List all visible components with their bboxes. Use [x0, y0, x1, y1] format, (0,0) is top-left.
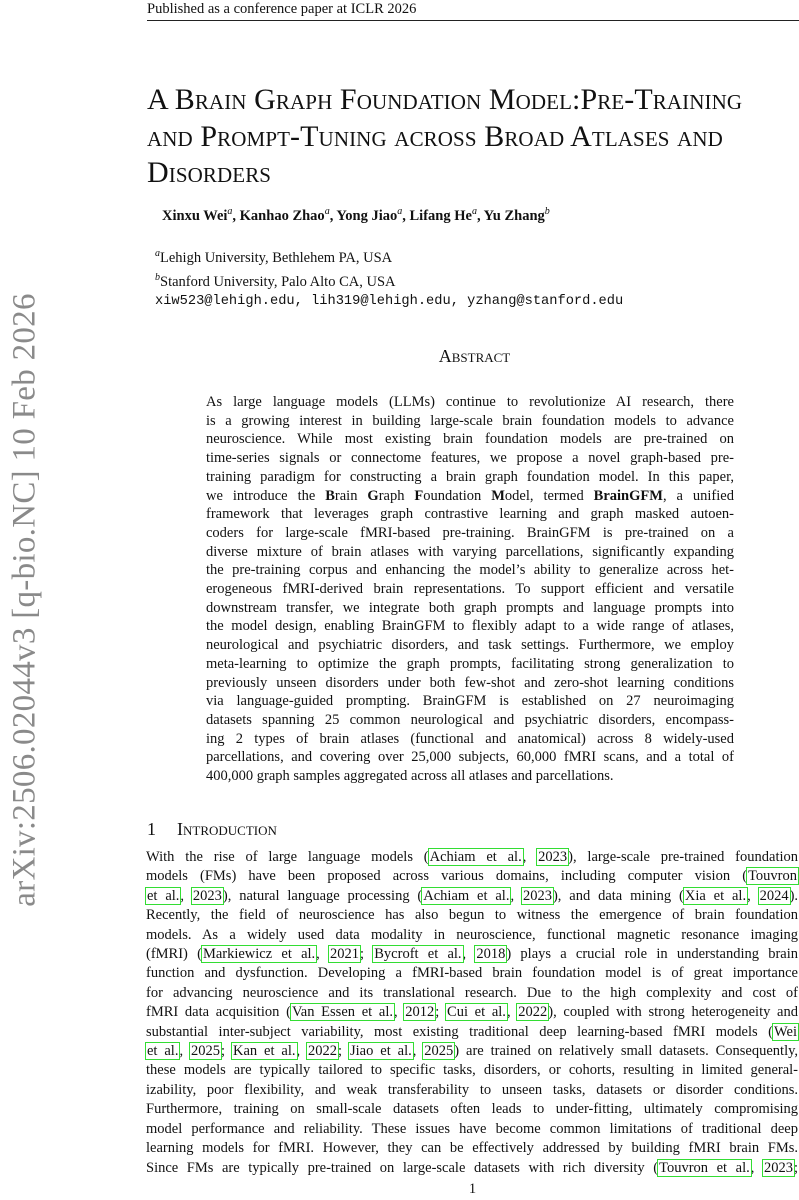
author-emails: xiw523@lehigh.edu, lih319@lehigh.edu, yzhang@stanford.edu	[155, 293, 624, 309]
paragraph-line	[146, 1159, 798, 1178]
text-run: models. As a widely used data modality in neuroscience, functional magnetic resonance imaging	[146, 926, 798, 943]
author: Yong Jiao$^a$	[336, 206, 403, 224]
author-list: Xinxu Wei$^a$, Kanhao Zhao$^a$, Yong Jiao$^a$, Lifang He$^a$, Yu Zhang$^b$	[162, 206, 550, 224]
paragraph-line	[146, 1081, 798, 1100]
text-run: ;	[360, 946, 374, 963]
abstract-line: 400,000 graph samples aggregated across all atlases and parcellations.	[206, 768, 614, 785]
paragraph-line	[146, 1023, 798, 1042]
citation-link[interactable]: 2021	[330, 946, 360, 963]
text-run: model performance and reliability. These issues have become common limitations of traditional deep	[146, 1120, 798, 1137]
citation-link[interactable]: Bycroft et al.	[374, 946, 462, 963]
text-run: ) are trained on relatively small datasets. Consequently,	[454, 1043, 799, 1060]
abstract-line: the pre-training corpus and enhancing the model’s ability to generalize across het-	[206, 562, 734, 579]
text-run: ;	[221, 1043, 232, 1060]
section-number: 1	[147, 819, 156, 839]
paragraph-line	[146, 1100, 798, 1119]
paragraph-line	[146, 1042, 798, 1061]
abstract-line: training paradigm for constructing a brain graph foundation model. In this paper,	[206, 468, 734, 485]
paper-title	[147, 82, 799, 192]
abstract-line: erogeneous fMRI-derived brain representations. To support efficient and versatile	[206, 581, 734, 598]
abstract-line: As large language models (LLMs) continue to revolutionize AI research, there	[206, 394, 734, 410]
introduction-body	[146, 848, 798, 1178]
text-run: Since FMs are typically pre-trained on large-scale datasets with rich diversity (	[146, 1159, 659, 1176]
abstract-line: framework that leverages graph contrastive learning and graph masked autoen-	[206, 506, 734, 523]
abstract-line: datasets spanning 25 common neurological and psychiatric disorders, encompass-	[206, 711, 734, 728]
running-header: Published as a conference paper at ICLR 2026	[147, 0, 799, 21]
paragraph-line	[146, 848, 798, 867]
text-run: ), coupled with strong heterogeneity and	[548, 1004, 798, 1021]
abstract-line: downstream transfer, we integrate both graph prompts and language prompts into	[206, 599, 734, 616]
text-run: ,	[180, 887, 192, 904]
affiliation: $^a$Lehigh University, Bethlehem PA, USA	[155, 248, 393, 266]
abstract-line: ing 2 types of brain atlases (functional and anatomical) across 8 widely-used	[206, 730, 734, 747]
text-run: Furthermore, training on small-scale datasets often leads to under-fitting, ultimately compromising	[146, 1101, 798, 1118]
abstract-line: parcellations, and covering over 25,000 subjects, 60,000 fMRI scans, and a total of	[206, 749, 734, 766]
text-run: ,	[296, 1043, 308, 1060]
text-run: With the rise of large language models (	[146, 849, 429, 865]
citation-link[interactable]: Markiewicz et al.	[202, 946, 316, 963]
text-run: ;	[338, 1043, 349, 1060]
citation-link[interactable]: Van Essen et al.	[291, 1004, 393, 1021]
text-run: ,	[522, 849, 538, 865]
text-run: substantial inter-subject variability, most existing traditional deep learning-based fMRI models (	[146, 1023, 773, 1040]
citation-link[interactable]: Kan et al.	[232, 1043, 296, 1060]
citation-link[interactable]: 2023	[192, 887, 222, 904]
text-run: ,	[316, 946, 330, 963]
abstract-line: coders for large-scale fMRI-based pre-training. BrainGFM is pre-trained on a	[206, 524, 734, 541]
arxiv-stamp	[0, 280, 50, 920]
citation-link[interactable]: 2022	[518, 1004, 548, 1021]
text-run: ,	[510, 887, 522, 904]
paragraph-line	[146, 1120, 798, 1139]
text-run: fMRI data acquisition (	[146, 1004, 291, 1021]
text-run: Recently, the field of neuroscience has also begun to witness the emergence of brain foundation	[146, 907, 798, 924]
text-run: ,	[462, 946, 476, 963]
text-run: ), and data mining (	[552, 887, 684, 904]
text-run: (fMRI) (	[146, 946, 202, 963]
arxiv-stamp-text: arXiv:2506.02044v3 [q-bio.NC] 10 Feb 2026	[6, 293, 43, 907]
citation-link[interactable]: Touvron	[748, 868, 797, 885]
paragraph-line	[146, 1061, 798, 1080]
affiliations	[155, 244, 623, 311]
text-run: ) plays a crucial role in understanding brain	[506, 946, 798, 963]
paragraph-line	[146, 984, 798, 1003]
citation-link[interactable]: Achiam et al.	[423, 887, 510, 904]
text-run: ,	[747, 887, 759, 904]
author: Xinxu Wei$^a$	[162, 206, 233, 224]
citation-link[interactable]: 2024	[759, 887, 789, 904]
citation-link[interactable]: 2025	[191, 1043, 221, 1060]
citation-link[interactable]: 2018	[476, 946, 506, 963]
text-run: ;	[435, 1004, 447, 1021]
paragraph-line	[146, 964, 798, 983]
text-run: function and dysfunction. Developing a fMRI-based brain foundation model is of great importance	[146, 965, 798, 982]
citation-link[interactable]: Touvron et al.	[659, 1159, 750, 1176]
abstract-line: the model design, enabling BrainGFM to flexibly adapt to a wide range of atlases,	[206, 618, 734, 635]
text-run: learning models for fMRI. However, they can be effectively addressed by building fMRI brain FMs.	[146, 1140, 798, 1157]
paragraph-line	[146, 945, 798, 964]
affiliation: $^b$Stanford University, Palo Alto CA, USA	[155, 271, 396, 290]
citation-link[interactable]: Achiam et al.	[429, 849, 522, 865]
text-run: models (FMs) have been proposed across various domains, including computer vision (	[146, 868, 748, 885]
abstract-line: meta-learning to optimize the graph prompts, facilitating strong generalization to	[206, 655, 734, 672]
abstract-line: time-series signals or connectome features, we propose a novel graph-based pre-	[206, 450, 734, 467]
text-run: ), natural language processing (	[222, 887, 423, 904]
abstract-heading: Abstract	[438, 346, 511, 366]
citation-link[interactable]: et al.	[147, 1043, 179, 1060]
citation-link[interactable]: 2012	[405, 1004, 435, 1021]
author: Lifang He$^a$	[409, 206, 477, 224]
citation-link[interactable]: 2023	[538, 849, 568, 865]
section-heading-introduction	[147, 819, 277, 840]
citation-link[interactable]: 2022	[308, 1043, 338, 1060]
paragraph-line	[146, 926, 798, 945]
paragraph-line	[146, 906, 798, 925]
paragraph-line	[146, 1139, 798, 1158]
text-run: ,	[179, 1043, 191, 1060]
citation-link[interactable]: Wei	[774, 1023, 797, 1040]
paragraph-line	[146, 867, 798, 886]
citation-link[interactable]: 2025	[424, 1043, 454, 1060]
text-run: ,	[412, 1043, 424, 1060]
citation-link[interactable]: Cui et al.	[447, 1004, 506, 1021]
text-run: ;	[793, 1159, 799, 1176]
abstract-line: via language-guided prompting. BrainGFM is established on 27 neuroimaging	[206, 693, 734, 710]
author: Kanhao Zhao$^a$	[239, 206, 330, 224]
abstract-line: previously unseen disorders under both few-shot and zero-shot learning conditions	[206, 674, 734, 691]
citation-link[interactable]: et al.	[147, 887, 180, 904]
title-line: Disorders	[147, 156, 272, 189]
abstract-line: neuroscience. While most existing brain foundation models are pre-trained on	[206, 431, 734, 448]
abstract-line: we introduce the Brain Graph Foundation Model, termed BrainGFM, a unified	[206, 487, 734, 504]
text-run: ,	[750, 1159, 763, 1176]
text-run: ).	[789, 887, 799, 904]
paragraph-line	[146, 887, 798, 906]
text-run: ), large-scale pre-trained foundation	[568, 849, 798, 865]
section-title: Introduction	[177, 819, 277, 839]
text-run: ,	[393, 1004, 405, 1021]
paragraph-line	[146, 1003, 798, 1022]
text-run: izability, poor flexibility, and weak transferability to unseen tasks, datasets or disorder conditions.	[146, 1081, 798, 1098]
title-line: and Prompt-Tuning across Broad Atlases and	[147, 119, 723, 153]
text-run: ,	[506, 1004, 518, 1021]
text-run: these models are typically tailored to specific tasks, disorders, or cohorts, resulting in limited general-	[146, 1062, 798, 1079]
title-line: A Brain Graph Foundation Model:Pre-Training	[147, 83, 743, 116]
citation-link[interactable]: 2023	[763, 1159, 793, 1176]
citation-link[interactable]: Xia et al.	[684, 887, 747, 904]
author: Yu Zhang$^b$	[483, 206, 550, 224]
citation-link[interactable]: Jiao et al.	[350, 1043, 412, 1060]
abstract-line: is a growing interest in building large-scale brain foundation models to advance	[206, 412, 734, 429]
abstract-line: diverse mixture of brain atlases with varying parcellations, significantly expanding	[206, 543, 734, 560]
page-number: 1	[468, 1181, 477, 1197]
text-run: for advancing neuroscience and its translational research. Due to the high complexity and cost of	[146, 984, 798, 1001]
citation-link[interactable]: 2023	[522, 887, 552, 904]
abstract-body	[206, 393, 734, 786]
abstract-line: neurological and psychiatric disorders, and task settings. Furthermore, we employ	[206, 637, 734, 654]
